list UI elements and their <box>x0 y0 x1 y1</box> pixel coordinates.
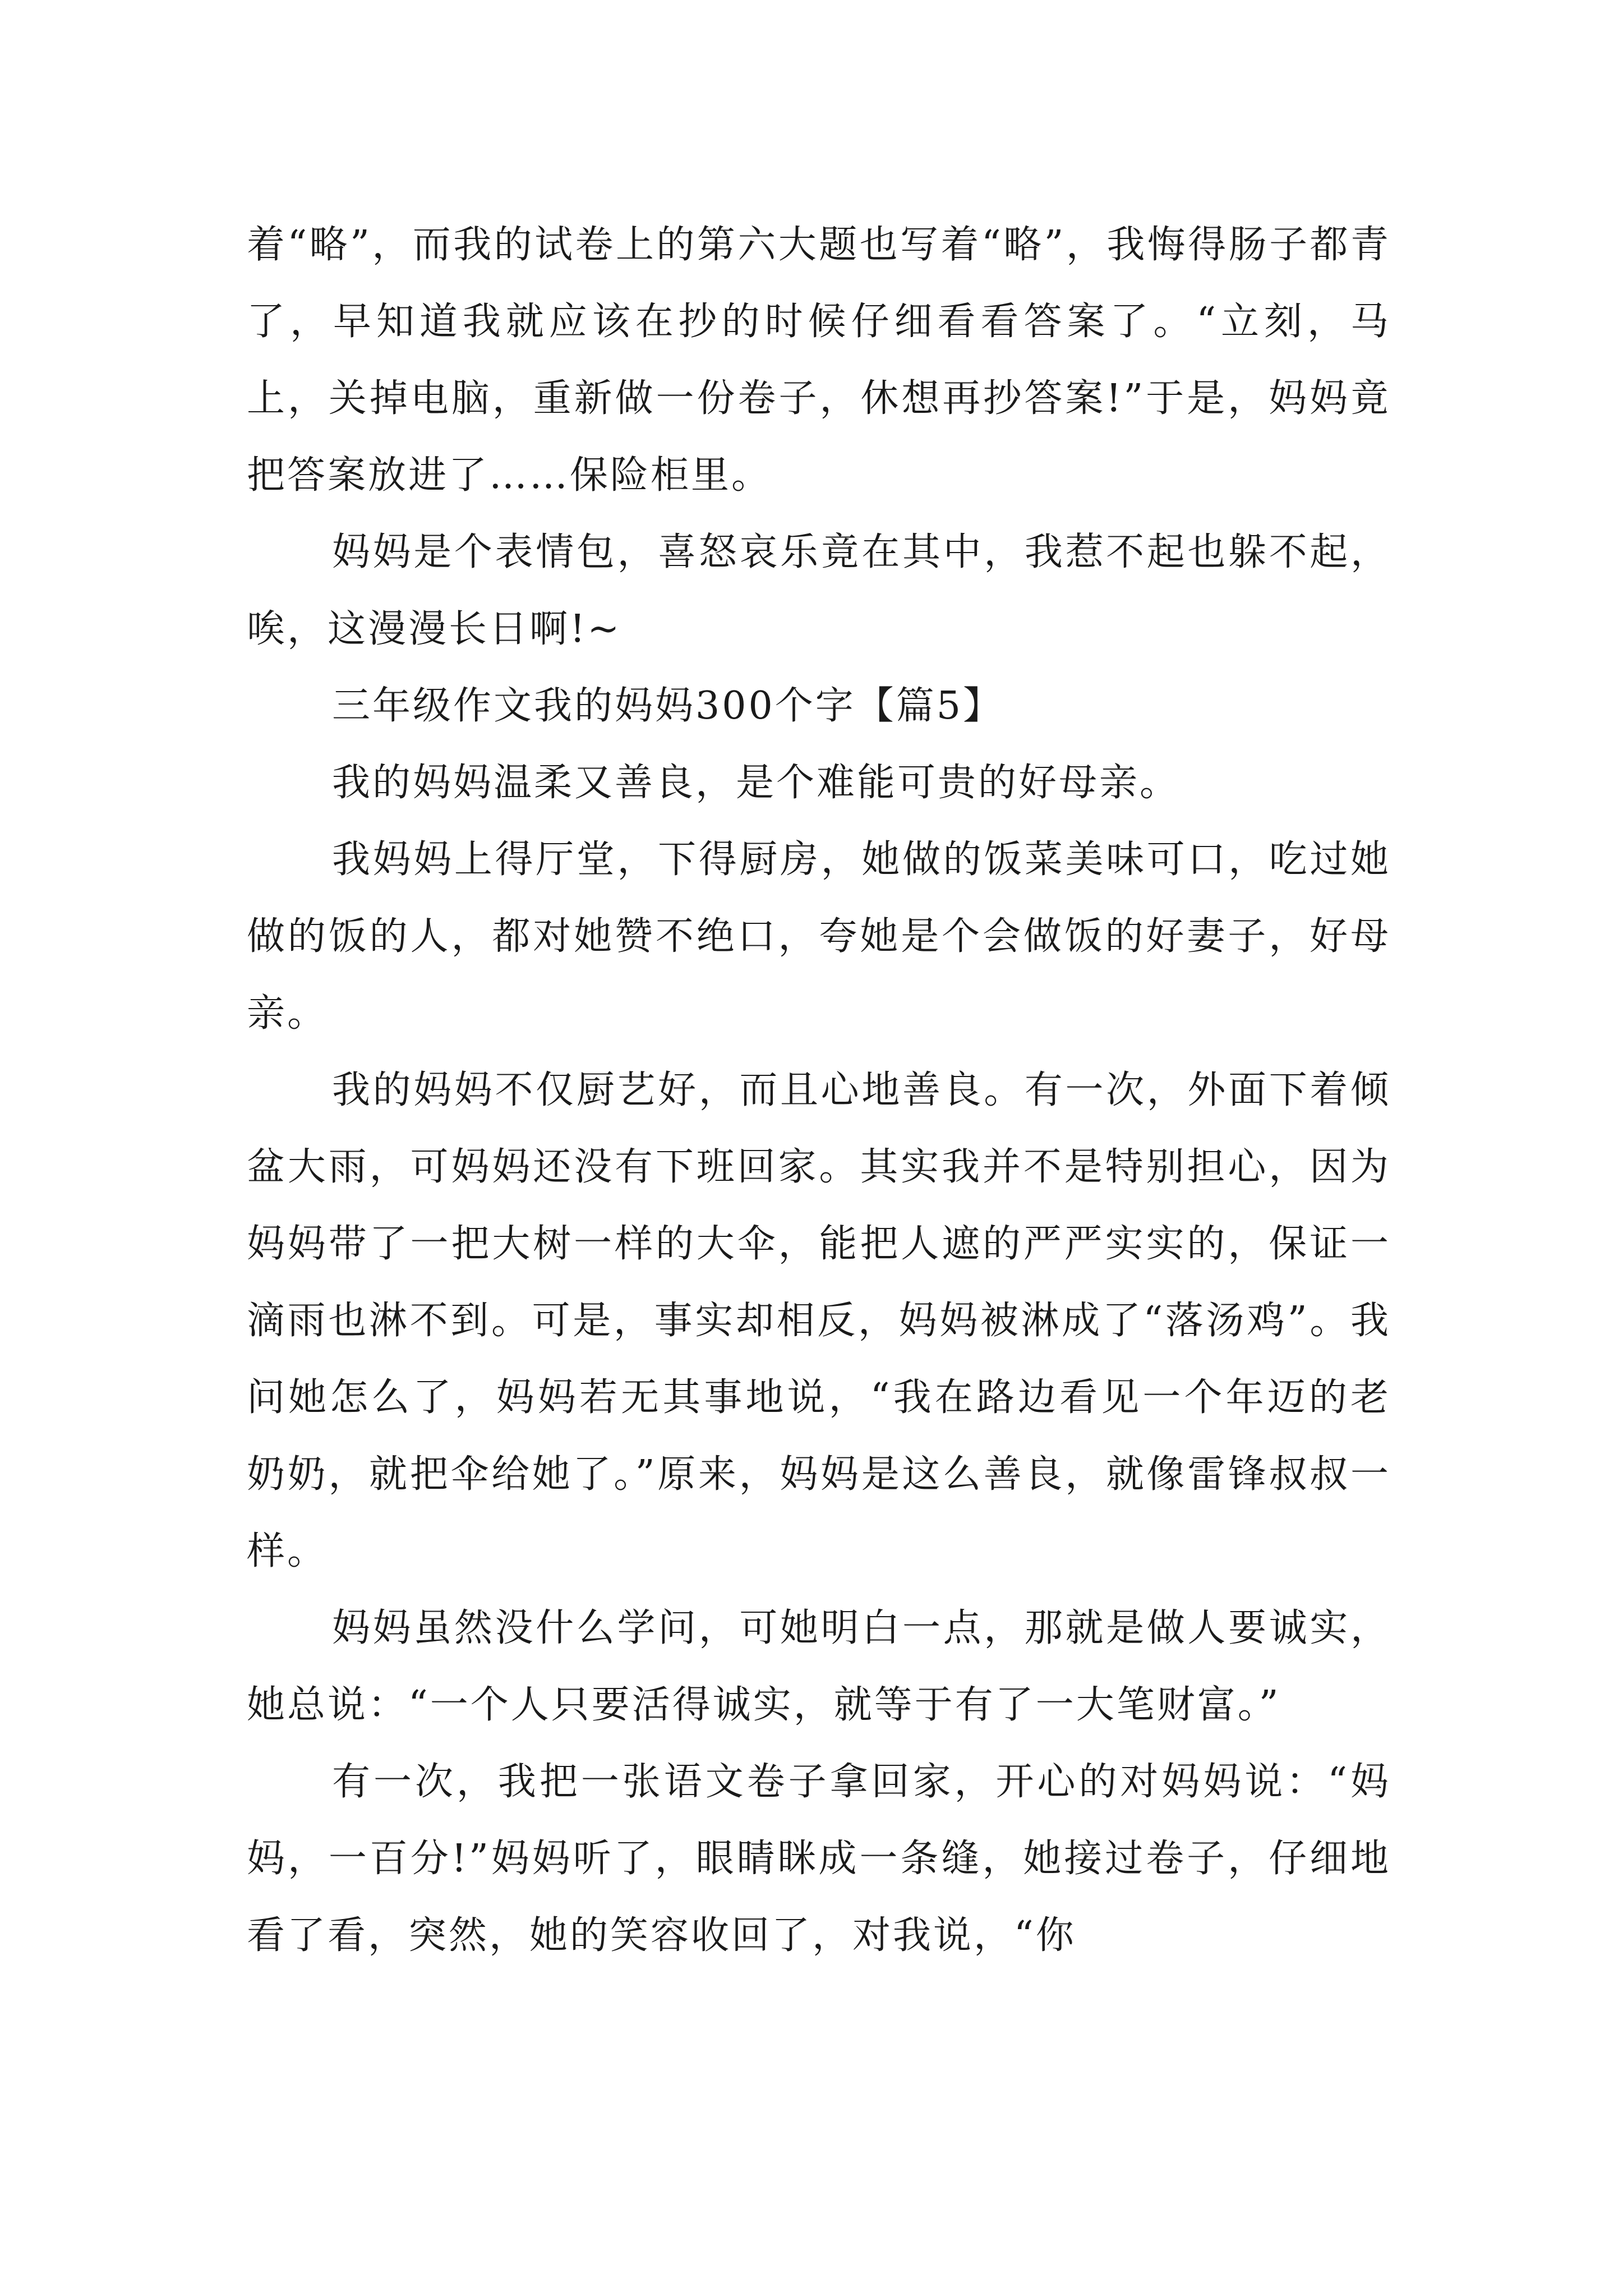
essay-heading: 三年级作文我的妈妈300个字【篇5】 <box>332 684 1004 728</box>
document-body <box>247 206 1391 1974</box>
paragraph-honesty: 妈妈虽然没什么学问，可她明白一点，那就是做人要诚实，她总说：“一个人只要活得诚实，就等于有了一大笔财富。” <box>247 1606 1391 1727</box>
paragraph-intro: 我的妈妈温柔又善良，是个难能可贵的好母亲。 <box>332 761 1181 805</box>
paragraph-test-paper: 有一次，我把一张语文卷子拿回家，开心的对妈妈说：“妈妈，一百分!”妈妈听了，眼睛眯成一条缝，她接过卷子，仔细地看了看，突然，她的笑容收回了，对我说，“你 <box>247 1760 1391 1958</box>
paragraph-kindness: 我的妈妈不仅厨艺好，而且心地善良。有一次，外面下着倾盆大雨，可妈妈还没有下班回家。其实我并不是特别担心，因为妈妈带了一把大树一样的大伞，能把人遮的严严实实的，保证一滴雨也淋不到。可是，事实却相反，妈妈被淋成了“落汤鸡”。我问她怎么了，妈妈若无其事地说，“我在路边看见一个年迈的老奶奶，就把伞给她了。”原来，妈妈是这么善良，就像雷锋叔叔一样。 <box>247 1068 1391 1573</box>
paragraph-cooking: 我妈妈上得厅堂，下得厨房，她做的饭菜美味可口，吃过她做的饭的人，都对她赞不绝口，夸她是个会做饭的好妻子，好母亲。 <box>247 838 1391 1036</box>
paragraph-emoji-mom: 妈妈是个表情包，喜怒哀乐竟在其中，我惹不起也躲不起，唉，这漫漫长日啊!~ <box>247 530 1391 651</box>
paragraph-continued: 着“略”，而我的试卷上的第六大题也写着“略”，我悔得肠子都青了，早知道我就应该在抄的时候仔细看看答案了。“立刻，马上，关掉电脑，重新做一份卷子，休想再抄答案!”于是，妈妈竟把答案放进了……保险柜里。 <box>247 223 1391 498</box>
